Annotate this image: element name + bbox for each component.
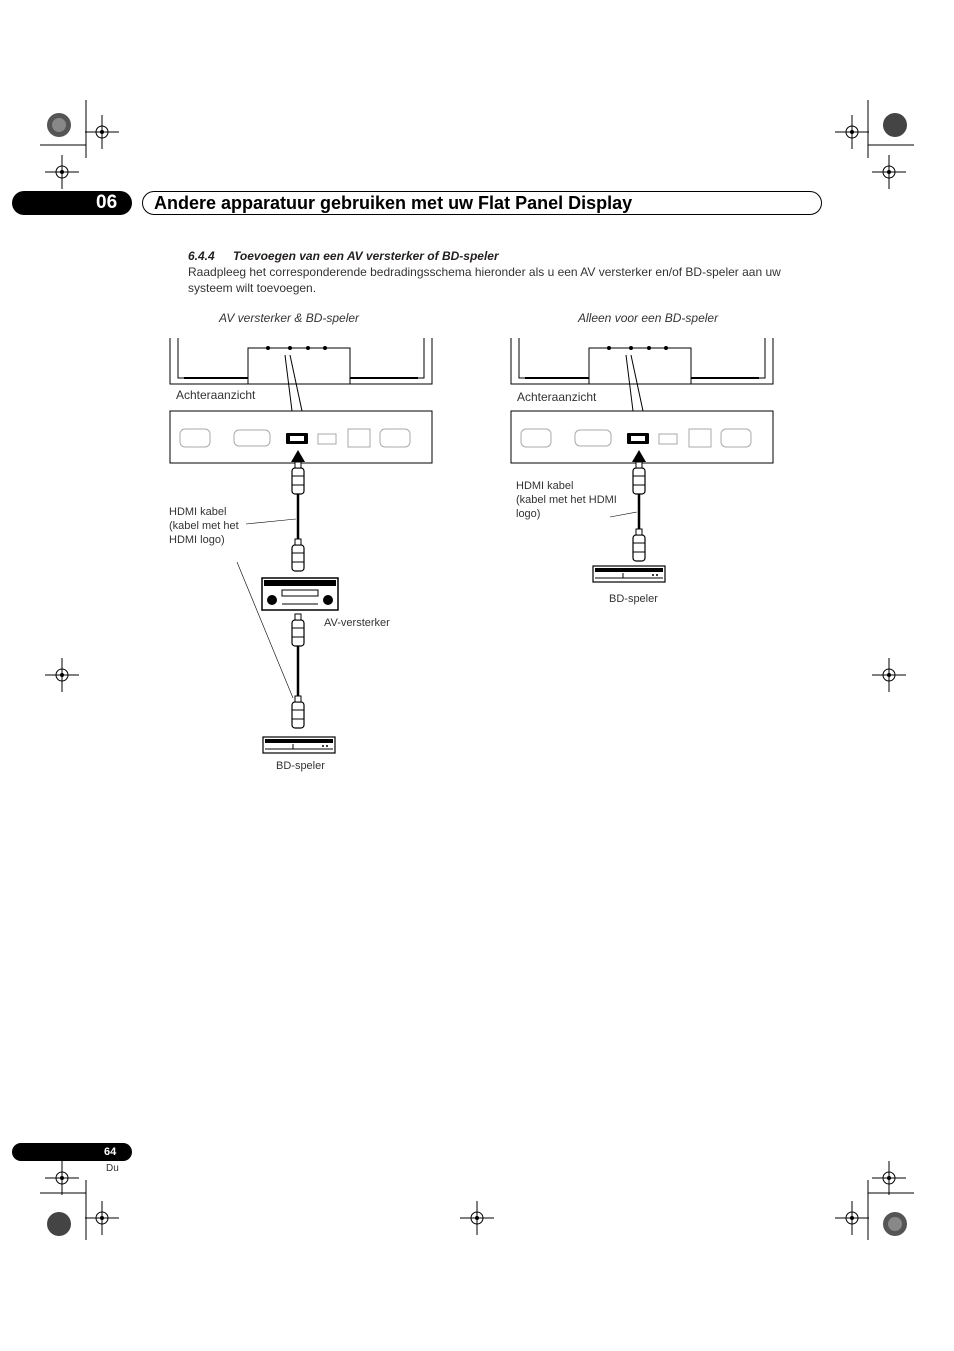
section-heading xyxy=(188,249,499,263)
section-number: 6.4.4 xyxy=(188,249,215,263)
left-diagram-caption: AV versterker & BD-speler xyxy=(219,311,360,325)
section-title: Toevoegen van een AV versterker of BD-speler xyxy=(233,249,499,263)
right-cable-label: HDMI kabel (kabel met het HDMI logo) xyxy=(516,480,617,520)
left-cable-label: HDMI kabel (kabel met het HDMI logo) xyxy=(169,506,239,546)
bd-player-icon xyxy=(593,566,665,582)
right-connection-diagram xyxy=(511,338,773,582)
page-number: 64 xyxy=(104,1146,117,1158)
av-receiver-label: AV-versterker xyxy=(324,617,390,629)
chapter-title: Andere apparatuur gebruiken met uw Flat Panel Display xyxy=(154,193,633,213)
right-diagram-caption: Alleen voor een BD-speler xyxy=(578,311,719,325)
left-rear-view-label: Achteraanzicht xyxy=(176,388,256,402)
right-bd-player-label: BD-speler xyxy=(609,593,658,605)
bd-player-icon xyxy=(263,737,335,753)
av-receiver-icon xyxy=(262,578,338,610)
chapter-number: 06 xyxy=(96,192,118,213)
section-body: Raadpleeg het corresponderende bedradingsschema hieronder als u een AV versterker en/of BD-speler aan uw systeem wilt toevoegen. xyxy=(188,265,781,295)
right-rear-view-label: Achteraanzicht xyxy=(517,390,597,404)
left-bd-player-label: BD-speler xyxy=(276,760,325,772)
language-code: Du xyxy=(106,1163,119,1174)
